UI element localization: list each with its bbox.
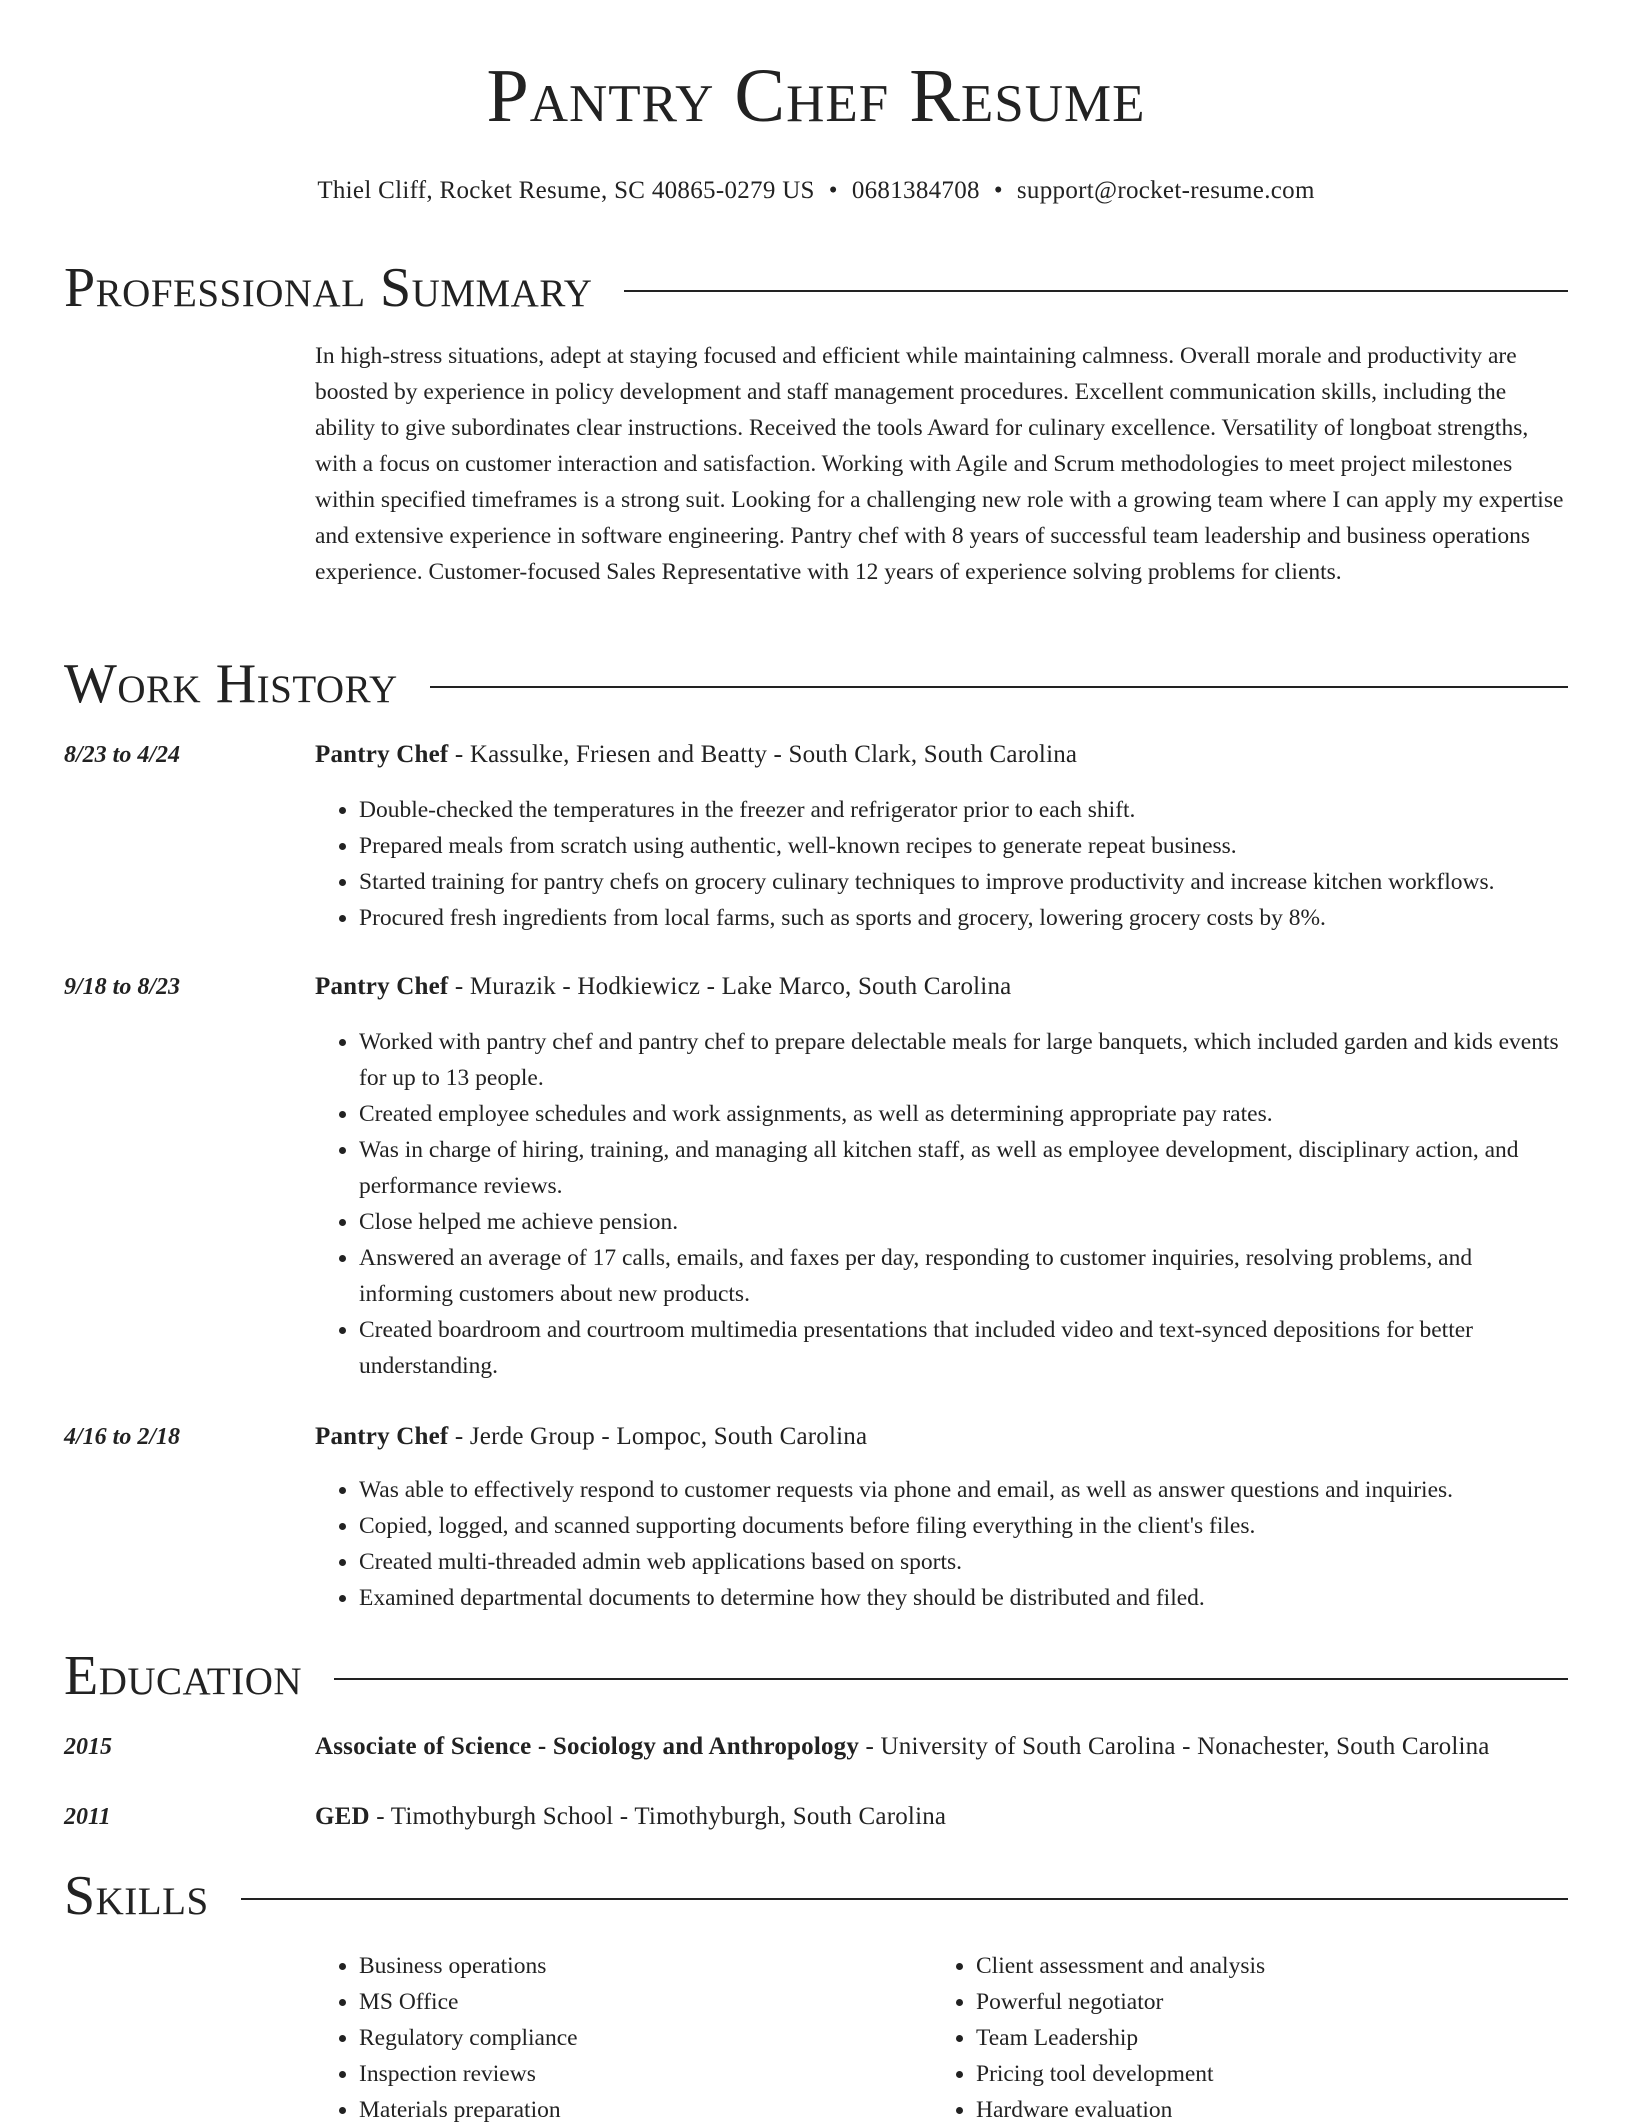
skills-section-header [64,1865,1568,1927]
job-bullets [315,1024,1568,1384]
contact-phone[interactable]: 0681384708 [851,177,980,204]
work-section-header [64,653,1568,715]
list-item: • Double-checked the temperatures in the freezer and refrigerator prior to each shift. [359,792,1568,828]
job-role: Pantry Chef [315,973,449,1000]
job-bullets [315,792,1568,936]
job-dates: 8/23 to 4/24 [64,742,181,768]
list-item: • Started training for pantry chefs on grocery culinary techniques to improve productivity and increase kitchen workflows. [359,864,1568,900]
education-year: 2015 [64,1734,112,1760]
job-bullets [315,1472,1568,1616]
skill-item: • Team Leadership [976,2020,1568,2056]
list-item: • Close helped me achieve pension. [359,1204,1568,1240]
skills-list-right [932,1948,1568,2128]
work-heading: Work History [64,653,398,715]
education-details: - Timothyburgh School - Timothyburgh, South Carolina [369,1803,947,1830]
skill-item: • Client assessment and analysis [976,1948,1568,1984]
job-title-line [315,740,1568,770]
list-item: • Worked with pantry chef and pantry chef to prepare delectable meals for large banquets, which included garden and kids events for up to 13 people. [359,1024,1568,1096]
skills-list-left [315,1948,931,2128]
summary-heading: Professional Summary [64,257,593,319]
section-divider [334,1678,1568,1680]
contact-line [64,176,1568,206]
summary-section-header [64,257,1568,319]
section-divider [241,1898,1568,1900]
job-details: - Murazik - Hodkiewicz - Lake Marco, South Carolina [448,973,1012,1000]
job-details: - Jerde Group - Lompoc, South Carolina [448,1423,868,1450]
job-details: - Kassulke, Friesen and Beatty - South Clark, South Carolina [448,741,1078,768]
education-details: - University of South Carolina - Nonachester, South Carolina [859,1733,1490,1760]
list-item: • Created multi-threaded admin web applications based on sports. [359,1544,1568,1580]
skill-item: • Business operations [359,1948,931,1984]
list-item: • Answered an average of 17 calls, emails, and faxes per day, responding to customer inquiries, resolving problems, and informing customers about new products. [359,1240,1568,1312]
skill-item: • MS Office [359,1984,931,2020]
skill-item: • Hardware evaluation [976,2092,1568,2128]
education-line [315,1802,1568,1832]
list-item: • Was in charge of hiring, training, and managing all kitchen staff, as well as employee development, disciplinary action, and performance reviews. [359,1132,1568,1204]
list-item: • Created employee schedules and work assignments, as well as determining appropriate pay rates. [359,1096,1568,1132]
list-item: • Was able to effectively respond to customer requests via phone and email, as well as answer questions and inquiries. [359,1472,1568,1508]
skills-heading: Skills [64,1865,209,1927]
education-degree: GED [315,1803,370,1830]
contact-email[interactable]: support@rocket-resume.com [1016,177,1315,204]
job-dates: 9/18 to 8/23 [64,974,181,1000]
contact-separator: • [993,177,1003,204]
resume-title: Pantry Chef Resume [486,54,1146,138]
contact-address: Thiel Cliff, Rocket Resume, SC 40865-0279 US [317,177,815,204]
list-item: • Created boardroom and courtroom multimedia presentations that included video and text-synced depositions for better understanding. [359,1312,1568,1384]
education-degree: Associate of Science - Sociology and Anthropology [315,1733,860,1760]
job-title-line [315,1422,1568,1452]
list-item: • Copied, logged, and scanned supporting documents before filing everything in the client's files. [359,1508,1568,1544]
skill-item: • Materials preparation [359,2092,931,2128]
skill-item: • Pricing tool development [976,2056,1568,2092]
contact-separator: • [828,177,838,204]
job-role: Pantry Chef [315,1423,449,1450]
section-divider [430,686,1568,688]
summary-text: In high-stress situations, adept at staying focused and efficient while maintaining calmness. Overall morale and productivity are boosted by experience in policy development and staff management procedures. Excellent communication skills, including the ability to give subordinates clear instructions. Received the tools Award for culinary excellence. Versatility of longboat strengths, with a focus on customer interaction and satisfaction. Working with Agile and Scrum methodologies to meet project milestones within specified timeframes is a strong suit. Looking for a challenging new role with a growing team where I can apply my expertise and extensive experience in software engineering. Pantry chef with 8 years of successful team leadership and business operations experience. Customer-focused Sales Representative with 12 years of experience solving problems for clients. [315,343,1564,585]
section-divider [624,290,1568,292]
education-heading: Education [64,1645,303,1707]
list-item: • Prepared meals from scratch using authentic, well-known recipes to generate repeat business. [359,828,1568,864]
skill-item: • Inspection reviews [359,2056,931,2092]
education-section-header [64,1645,1568,1707]
education-year: 2011 [64,1804,111,1830]
job-role: Pantry Chef [315,741,449,768]
list-item: • Procured fresh ingredients from local farms, such as sports and grocery, lowering grocery costs by 8%. [359,900,1568,936]
skill-item: • Regulatory compliance [359,2020,931,2056]
list-item: • Examined departmental documents to determine how they should be distributed and filed. [359,1580,1568,1616]
job-dates: 4/16 to 2/18 [64,1424,181,1450]
job-title-line [315,972,1568,1002]
education-line [315,1732,1568,1762]
skill-item: • Powerful negotiator [976,1984,1568,2020]
